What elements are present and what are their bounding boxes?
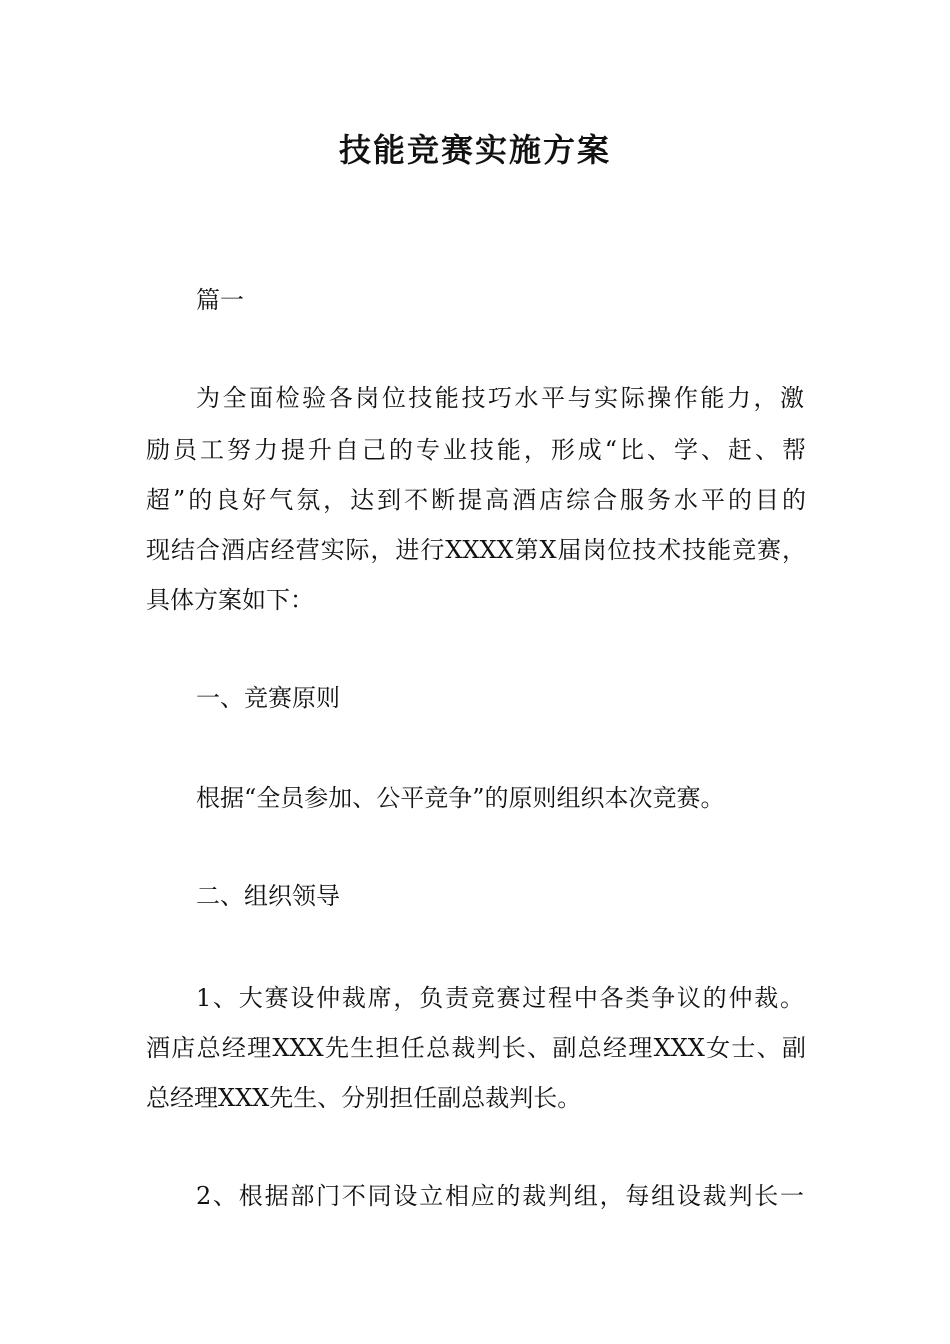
paragraph-line: 酒店总经理XXX先生担任总裁判长、副总经理XXX女士、副 — [146, 1034, 806, 1062]
paragraph-line: 具体方案如下： — [146, 586, 314, 614]
paragraph-line: 现结合酒店经营实际，进行XXXX第X届岗位技术技能竞赛， — [146, 536, 806, 564]
document-title: 技能竞赛实施方案 — [338, 131, 611, 169]
paragraph-line: 根据“全员参加、公平竞争”的原则组织本次竞赛。 — [196, 784, 725, 812]
paragraph-line: 为全面检验各岗位技能技巧水平与实际操作能力，激 — [196, 384, 804, 412]
section-heading: 一、竞赛原则 — [196, 684, 340, 712]
paragraph-line: 2、根据部门不同设立相应的裁判组，每组设裁判长一 — [196, 1182, 804, 1210]
section-label: 篇一 — [196, 286, 244, 314]
paragraph-line: 超”的良好气氛，达到不断提高酒店综合服务水平的目的 — [146, 486, 806, 514]
paragraph-line: 1、大赛设仲裁席，负责竞赛过程中各类争议的仲裁。 — [196, 984, 804, 1012]
section-heading: 二、组织领导 — [196, 882, 340, 910]
paragraph-line: 总经理XXX先生、分别担任副总裁判长。 — [146, 1084, 582, 1112]
paragraph-line: 励员工努力提升自己的专业技能，形成“比、学、赶、帮 — [146, 436, 806, 464]
